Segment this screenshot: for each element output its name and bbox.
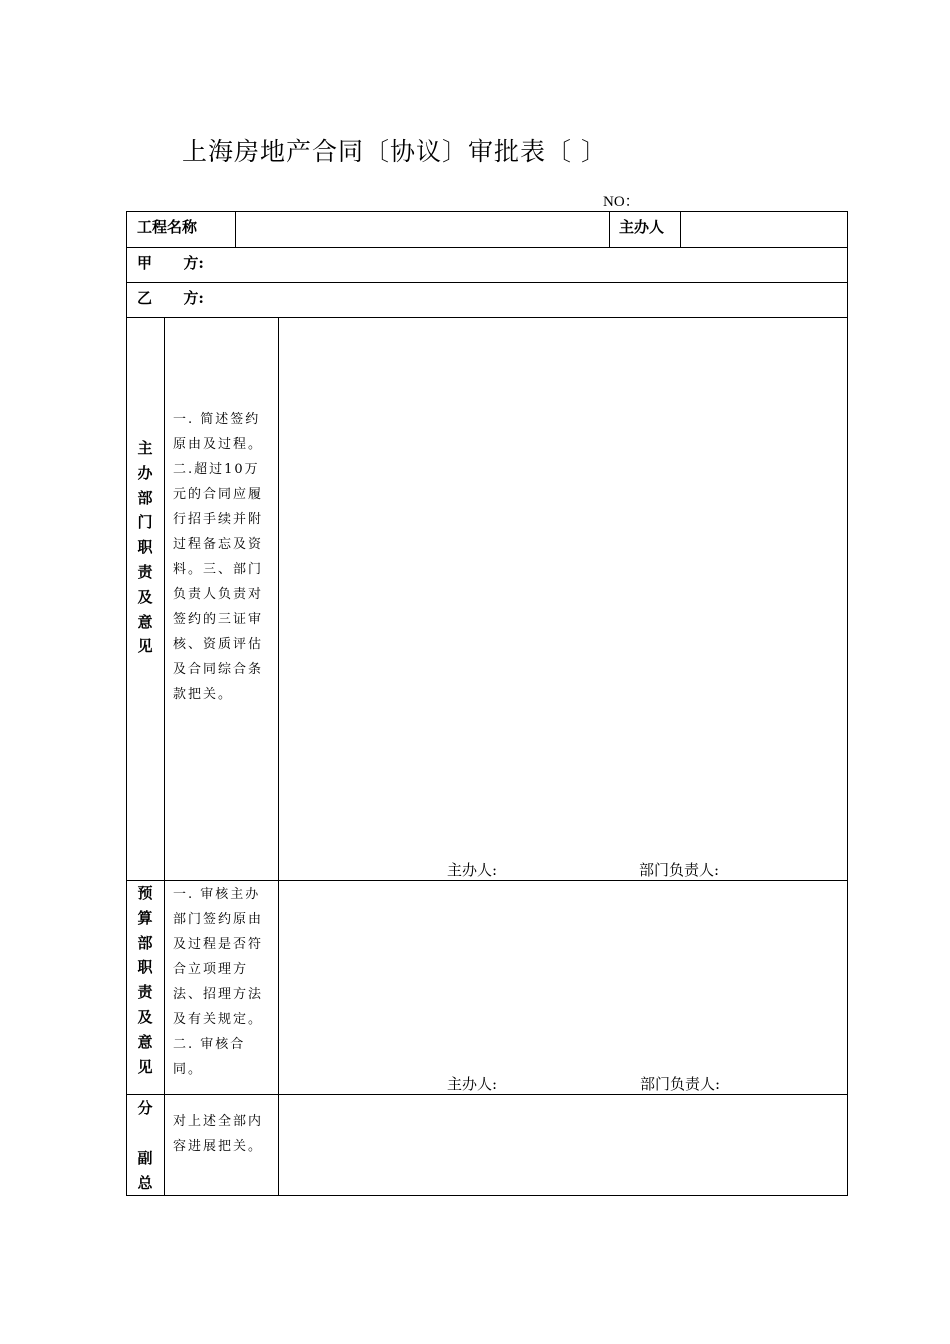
col-divider [164,317,165,1195]
party-b-field[interactable] [217,284,845,316]
col-divider [680,212,681,247]
serial-number-label: NO： [603,194,640,210]
budget-dept-head-signature: 部门负责人: [640,1075,721,1093]
vp-opinion-field[interactable] [280,1096,846,1194]
col-divider [235,212,236,247]
budget-dept-section-label: 预算部职责及意见 [137,884,153,1076]
form-title: 上海房地产合同〔协议〕审批表〔 〕 [182,137,607,166]
project-name-label: 工程名称 [137,218,198,236]
party-a-field[interactable] [217,249,845,281]
vp-section-label-bottom: 副总 [137,1149,153,1192]
approval-form [126,211,848,1196]
host-field[interactable] [682,213,846,246]
project-name-field[interactable] [237,213,607,246]
col-divider [278,317,279,1195]
host-dept-host-signature: 主办人: [447,861,498,879]
budget-dept-opinion-field[interactable] [280,882,846,1062]
col-divider [609,212,610,247]
budget-dept-guidelines: 一. 审核主办部门签约原由及过程是否符合立项理方法、招理方法及有关规定。二. 审核合同。 [173,887,264,1077]
row-divider [127,880,847,881]
party-a-label: 甲 方: [137,254,204,272]
host-label: 主办人 [619,218,665,236]
vp-guidelines: 对上述全部内容进展把关。 [173,1114,264,1154]
host-dept-head-signature: 部门负责人: [639,861,720,879]
host-dept-opinion-field[interactable] [280,319,846,849]
row-divider [127,317,847,318]
row-divider [127,1094,847,1095]
party-b-label: 乙 方: [137,289,204,307]
vp-section-label-top: 分 [137,1099,153,1117]
row-divider [127,282,847,283]
host-dept-section-label: 主办部门职责及意见 [137,439,153,656]
host-dept-guidelines: 一. 简述签约原由及过程。二.超过10万元的合同应履行招手续并附过程备忘及资料。三、部门负责人负责对签约的三证审核、资质评估及合同综合条款把关。 [173,412,264,702]
budget-dept-host-signature: 主办人: [447,1075,498,1093]
row-divider [127,247,847,248]
